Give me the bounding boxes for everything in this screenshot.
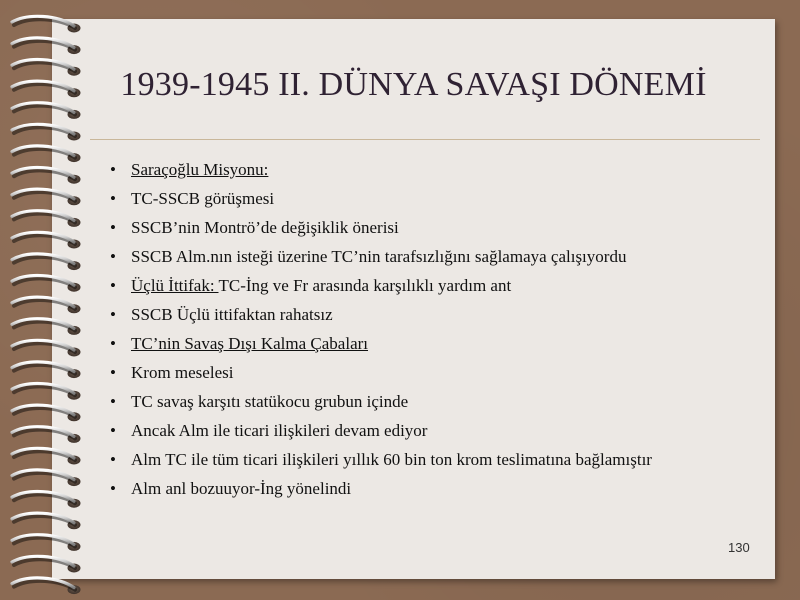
spiral-ring	[12, 297, 81, 313]
bullet-text: TC-SSCB görüşmesi	[131, 189, 275, 208]
bullet-item	[110, 387, 770, 416]
spiral-ring	[12, 405, 81, 421]
page-number: 130	[728, 540, 750, 555]
spiral-ring	[12, 124, 81, 140]
bullet-text: SSCB Üçlü ittifaktan rahatsız	[131, 305, 333, 324]
spiral-ring	[12, 276, 81, 292]
title-divider	[90, 139, 760, 140]
bullet-text: TC’nin Savaş Dışı Kalma Çabaları	[131, 334, 369, 353]
spiral-ring	[12, 492, 81, 508]
bullet-text: SSCB Alm.nın isteği üzerine TC’nin tarafsızlığını sağlamaya çalışıyordu	[131, 247, 627, 266]
spiral-ring	[12, 16, 81, 32]
spiral-ring	[12, 448, 81, 464]
bullet-text: SSCB’nin Montrö’de değişiklik önerisi	[131, 218, 399, 237]
spiral-ring	[12, 146, 81, 162]
bullet-item	[110, 300, 770, 329]
bullet-item	[110, 184, 770, 213]
spiral-ring	[12, 578, 81, 594]
spiral-ring	[12, 427, 81, 443]
spiral-ring	[12, 38, 81, 54]
bullet-text: Ancak Alm ile ticari ilişkileri devam ediyor	[131, 421, 428, 440]
bullet-text: TC savaş karşıtı statükocu grubun içinde	[131, 392, 409, 411]
bullet-list	[110, 155, 770, 503]
bullet-item	[110, 445, 770, 474]
spiral-ring	[12, 103, 81, 119]
spiral-ring	[12, 535, 81, 551]
bullet-item	[110, 271, 770, 300]
spiral-ring	[12, 362, 81, 378]
bullet-item	[110, 329, 770, 358]
spiral-ring	[12, 556, 81, 572]
bullet-lead: Üçlü İttifak:	[131, 276, 219, 295]
bullet-text: Krom meselesi	[131, 363, 234, 382]
spiral-ring	[12, 513, 81, 529]
spiral-ring	[12, 319, 81, 335]
spiral-ring	[12, 254, 81, 270]
bullet-text: Saraçoğlu Misyonu:	[131, 160, 269, 179]
bullet-item	[110, 416, 770, 445]
bullet-item	[110, 242, 770, 271]
bullet-text: Alm TC ile tüm ticari ilişkileri yıllık 60 bin ton krom teslimatına bağlamıştır	[131, 450, 652, 469]
spiral-ring	[12, 189, 81, 205]
bullet-text: TC-İng ve Fr arasında karşılıklı yardım ant	[218, 276, 512, 295]
spiral-ring	[12, 340, 81, 356]
slide-title: 1939-1945 II. DÜNYA SAVAŞI DÖNEMİ	[120, 66, 707, 103]
bullet-item	[110, 155, 770, 184]
bullet-item	[110, 213, 770, 242]
spiral-ring	[12, 232, 81, 248]
bullet-text: Alm anl bozuuyor-İng yönelindi	[131, 479, 352, 498]
bullet-item	[110, 474, 770, 503]
spiral-ring	[12, 470, 81, 486]
bullet-item	[110, 358, 770, 387]
spiral-ring	[12, 384, 81, 400]
spiral-ring	[12, 168, 81, 184]
spiral-ring	[12, 211, 81, 227]
